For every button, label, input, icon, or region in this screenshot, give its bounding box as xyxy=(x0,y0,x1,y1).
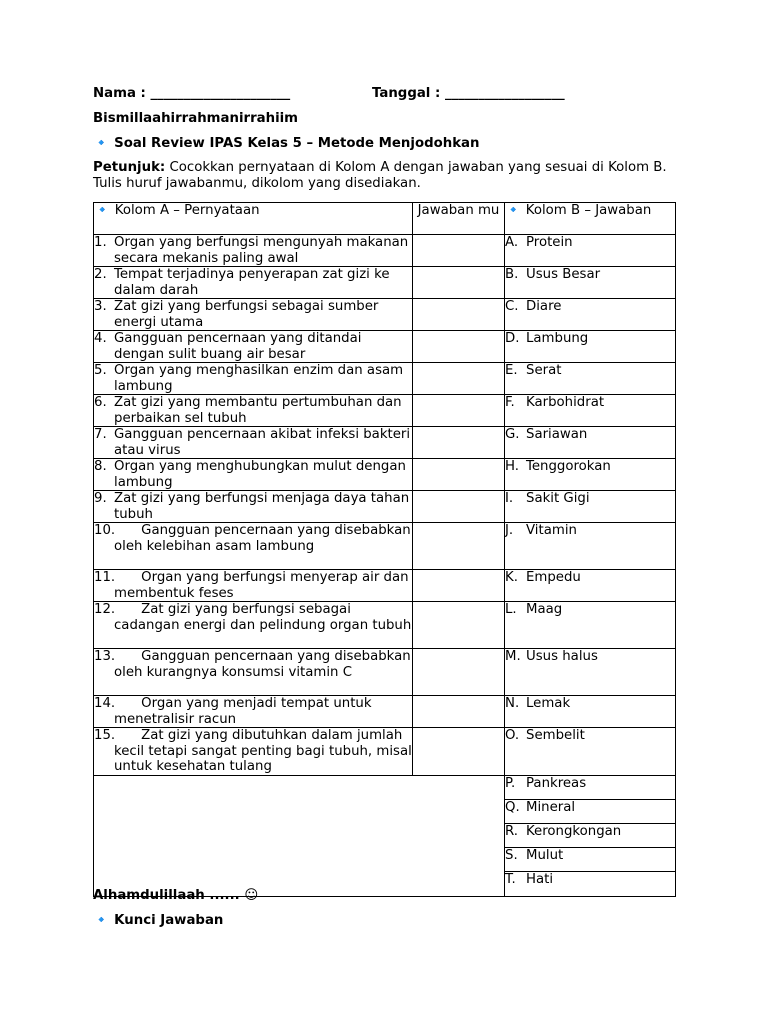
option-letter: O. xyxy=(505,728,520,743)
question-text: Zat gizi yang berfungsi sebagai cadangan energi dan pelindung organ tubuh xyxy=(114,602,412,633)
answer-cell[interactable] xyxy=(413,570,505,602)
question-text: Gangguan pencernaan yang disebabkan oleh kurangnya konsumsi vitamin C xyxy=(114,649,411,680)
instructions-text: Cocokkan pernyataan di Kolom A dengan jawaban yang sesuai di Kolom B. Tulis huruf jawabanmu, dikolom yang disediakan. xyxy=(93,160,667,191)
option-letter: I. xyxy=(505,491,514,506)
option-cell xyxy=(505,728,676,776)
table-row xyxy=(94,602,676,649)
question-number: 13. xyxy=(94,649,116,664)
question-cell xyxy=(94,602,413,649)
option-text: Pankreas xyxy=(526,775,587,791)
option-cell xyxy=(505,602,676,649)
question-cell xyxy=(94,427,413,459)
question-number: 14. xyxy=(94,696,116,711)
option-cell xyxy=(505,871,676,896)
option-letter: J. xyxy=(505,523,514,538)
option-letter: T. xyxy=(505,871,516,887)
option-letter: S. xyxy=(505,847,518,863)
answer-cell[interactable] xyxy=(413,235,505,267)
answer-cell[interactable] xyxy=(413,491,505,523)
question-text: Zat gizi yang berfungsi sebagai sumber energi utama xyxy=(114,299,379,330)
option-text: Sakit Gigi xyxy=(526,491,590,506)
table-row xyxy=(94,267,676,299)
option-letter: K. xyxy=(505,570,518,585)
option-cell xyxy=(505,235,676,267)
option-text: Usus Besar xyxy=(526,267,601,282)
option-text: Diare xyxy=(526,299,562,314)
date-label: Tanggal : xyxy=(372,86,445,101)
question-cell xyxy=(94,491,413,523)
question-number: 6. xyxy=(94,395,107,410)
instructions xyxy=(93,160,675,192)
option-cell xyxy=(505,491,676,523)
question-number: 3. xyxy=(94,299,107,314)
question-cell xyxy=(94,267,413,299)
option-text: Empedu xyxy=(526,570,581,585)
option-letter: C. xyxy=(505,299,519,314)
option-text: Lemak xyxy=(526,696,571,711)
question-cell xyxy=(94,728,413,776)
question-cell xyxy=(94,459,413,491)
option-text: Maag xyxy=(526,602,563,617)
option-letter: D. xyxy=(505,331,520,346)
question-cell xyxy=(94,649,413,696)
option-text: Karbohidrat xyxy=(526,395,605,410)
date-field xyxy=(372,86,565,102)
instructions-label: Petunjuk: xyxy=(93,160,166,175)
question-text: Organ yang menjadi tempat untuk menetralisir racun xyxy=(114,696,372,727)
option-text: Mineral xyxy=(526,799,576,815)
answer-cell[interactable] xyxy=(413,602,505,649)
option-letter: R. xyxy=(505,823,518,839)
table-row xyxy=(94,491,676,523)
question-cell xyxy=(94,299,413,331)
question-number: 5. xyxy=(94,363,107,378)
option-text: Usus halus xyxy=(526,649,598,664)
page-title: 🔹 Soal Review IPAS Kelas 5 – Metode Menjodohkan xyxy=(93,136,480,151)
option-cell xyxy=(505,649,676,696)
question-text: Organ yang menghubungkan mulut dengan lambung xyxy=(114,459,406,490)
question-cell xyxy=(94,523,413,570)
answer-key-heading: 🔹 Kunci Jawaban xyxy=(93,913,224,928)
option-text: Sariawan xyxy=(526,427,588,442)
option-letter: P. xyxy=(505,775,516,791)
closing-text: Alhamdulillaah ...... ☺ xyxy=(93,888,259,903)
table-row xyxy=(94,363,676,395)
option-letter: G. xyxy=(505,427,520,442)
question-cell xyxy=(94,363,413,395)
question-number: 11. xyxy=(94,570,116,585)
option-letter: H. xyxy=(505,459,519,474)
answer-cell[interactable] xyxy=(413,395,505,427)
col-a-header: 🔹 Kolom A – Pernyataan xyxy=(94,203,413,235)
question-text: Gangguan pencernaan yang disebabkan oleh kelebihan asam lambung xyxy=(114,523,411,554)
answer-cell[interactable] xyxy=(413,649,505,696)
question-text: Gangguan pencernaan akibat infeksi bakteri atau virus xyxy=(114,427,411,458)
table-row xyxy=(94,775,676,799)
option-text: Mulut xyxy=(526,847,564,863)
question-cell xyxy=(94,570,413,602)
option-letter: B. xyxy=(505,267,519,282)
option-text: Hati xyxy=(526,871,554,887)
option-letter: M. xyxy=(505,649,521,664)
empty-cell xyxy=(94,775,505,896)
date-blank[interactable]: __________________ xyxy=(444,86,565,101)
option-cell xyxy=(505,331,676,363)
table-row xyxy=(94,696,676,728)
matching-table xyxy=(93,202,676,897)
option-cell xyxy=(505,823,676,847)
question-text: Organ yang menghasilkan enzim dan asam lambung xyxy=(114,363,404,394)
option-letter: F. xyxy=(505,395,515,410)
name-label: Nama : xyxy=(93,86,151,101)
option-cell xyxy=(505,395,676,427)
question-text: Tempat terjadinya penyerapan zat gizi ke dalam darah xyxy=(114,267,390,298)
table-row xyxy=(94,395,676,427)
option-text: Sembelit xyxy=(526,728,585,743)
table-row xyxy=(94,235,676,267)
table-row xyxy=(94,523,676,570)
table-header-row xyxy=(94,203,676,235)
answer-cell[interactable] xyxy=(413,427,505,459)
question-number: 9. xyxy=(94,491,107,506)
option-cell xyxy=(505,459,676,491)
option-letter: A. xyxy=(505,235,519,250)
question-number: 4. xyxy=(94,331,107,346)
table-row xyxy=(94,299,676,331)
question-text: Zat gizi yang dibutuhkan dalam jumlah kecil tetapi sangat penting bagi tubuh, misal untuk kesehatan tulang xyxy=(114,728,412,774)
answer-cell[interactable] xyxy=(413,363,505,395)
col-b-header: 🔹 Kolom B – Jawaban xyxy=(505,203,676,235)
option-text: Vitamin xyxy=(526,523,577,538)
option-text: Lambung xyxy=(526,331,589,346)
option-letter: L. xyxy=(505,602,517,617)
question-cell xyxy=(94,696,413,728)
option-cell xyxy=(505,363,676,395)
option-letter: Q. xyxy=(505,799,520,815)
question-cell xyxy=(94,331,413,363)
answer-cell[interactable] xyxy=(413,523,505,570)
option-text: Kerongkongan xyxy=(526,823,622,839)
table-row xyxy=(94,331,676,363)
question-number: 12. xyxy=(94,602,116,617)
table-row xyxy=(94,649,676,696)
opening-text: Bismillaahirrahmanirrahiim xyxy=(93,111,299,126)
question-cell xyxy=(94,235,413,267)
question-number: 8. xyxy=(94,459,107,474)
name-field xyxy=(93,86,290,102)
option-cell xyxy=(505,775,676,799)
table-row xyxy=(94,728,676,776)
answer-cell[interactable] xyxy=(413,299,505,331)
name-blank[interactable]: _____________________ xyxy=(150,86,291,101)
option-letter: E. xyxy=(505,363,518,378)
option-cell xyxy=(505,570,676,602)
table-row xyxy=(94,427,676,459)
question-number: 10. xyxy=(94,523,116,538)
question-text: Gangguan pencernaan yang ditandai dengan sulit buang air besar xyxy=(114,331,362,362)
answer-cell[interactable] xyxy=(413,331,505,363)
question-text: Organ yang berfungsi mengunyah makanan secara mekanis paling awal xyxy=(114,235,409,266)
option-letter: N. xyxy=(505,696,520,711)
col-answer-header: Jawaban mu xyxy=(413,203,505,235)
option-text: Tenggorokan xyxy=(526,459,611,474)
option-cell xyxy=(505,523,676,570)
option-cell xyxy=(505,696,676,728)
question-text: Organ yang berfungsi menyerap air dan membentuk feses xyxy=(114,570,409,601)
question-text: Zat gizi yang berfungsi menjaga daya tahan tubuh xyxy=(114,491,410,522)
question-number: 7. xyxy=(94,427,107,442)
option-text: Serat xyxy=(526,363,562,378)
answer-cell[interactable] xyxy=(413,267,505,299)
answer-cell[interactable] xyxy=(413,696,505,728)
table-row xyxy=(94,459,676,491)
option-cell xyxy=(505,267,676,299)
option-cell xyxy=(505,847,676,871)
option-cell xyxy=(505,799,676,823)
question-number: 2. xyxy=(94,267,107,282)
option-text: Protein xyxy=(526,235,573,250)
question-text: Zat gizi yang membantu pertumbuhan dan perbaikan sel tubuh xyxy=(114,395,402,426)
option-cell xyxy=(505,299,676,331)
table-row xyxy=(94,570,676,602)
question-cell xyxy=(94,395,413,427)
answer-cell[interactable] xyxy=(413,459,505,491)
question-number: 1. xyxy=(94,235,107,250)
answer-cell[interactable] xyxy=(413,728,505,776)
option-cell xyxy=(505,427,676,459)
question-number: 15. xyxy=(94,728,116,743)
